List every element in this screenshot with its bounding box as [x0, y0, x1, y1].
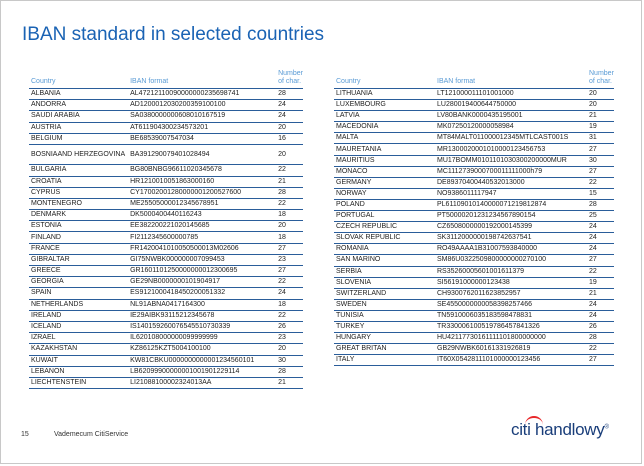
iban-cell: AD1200012030200359100100	[130, 100, 278, 111]
iban-cell: PL61109010140000071219812874	[437, 199, 589, 210]
table-row	[29, 310, 303, 321]
country-cell: IZRAEL	[29, 333, 130, 344]
table-row	[334, 133, 614, 144]
table-row	[334, 233, 614, 244]
table-row	[29, 266, 303, 277]
char-count-cell: 20	[278, 344, 303, 355]
iban-cell: EE382200221020145685	[130, 221, 278, 232]
table-row	[334, 100, 614, 111]
char-count-cell: 18	[278, 210, 303, 221]
country-cell: MALTA	[334, 133, 437, 144]
table-row	[334, 155, 614, 166]
table-row	[29, 377, 303, 388]
country-cell: NETHERLANDS	[29, 299, 130, 310]
char-count-cell: 28	[589, 333, 614, 344]
country-cell: MONTENEGRO	[29, 198, 130, 209]
country-cell: SWITZERLAND	[334, 288, 437, 299]
country-cell: KUWAIT	[29, 355, 130, 366]
char-count-cell: 22	[278, 310, 303, 321]
iban-cell: NL91ABNA0417164300	[130, 299, 278, 310]
iban-cell: BG80BNBG96611020345678	[130, 165, 278, 176]
iban-cell: BE68539007547034	[130, 133, 278, 144]
char-count-cell: 27	[589, 166, 614, 177]
char-count-cell: 23	[278, 254, 303, 265]
country-cell: TURKEY	[334, 321, 437, 332]
table-row	[29, 144, 303, 164]
iban-cell: LB62099900000001001901229114	[130, 366, 278, 377]
iban-cell: DK5000400440116243	[130, 210, 278, 221]
iban-cell: LV80BANK0000435195001	[437, 111, 589, 122]
iban-cell: LI21088100002324013AA	[130, 377, 278, 388]
iban-format-header: IBAN format	[437, 70, 589, 89]
char-count-cell: 31	[589, 133, 614, 144]
country-cell: GEORGIA	[29, 277, 130, 288]
country-cell: LITHUANIA	[334, 89, 437, 100]
right-table-body	[334, 89, 614, 366]
iban-cell: IS140159260076545510730339	[130, 321, 278, 332]
table-row	[29, 111, 303, 122]
char-count-cell: 25	[589, 211, 614, 222]
char-count-cell: 15	[589, 188, 614, 199]
number-of-char-header: Number of char.	[278, 70, 303, 89]
table-row	[29, 210, 303, 221]
table-row	[334, 89, 614, 100]
char-count-cell: 16	[278, 133, 303, 144]
country-cell: KAZAKHSTAN	[29, 344, 130, 355]
table-row	[334, 199, 614, 210]
char-count-cell: 26	[589, 321, 614, 332]
country-cell: SWEDEN	[334, 299, 437, 310]
iban-cell: RS35260005601001611379	[437, 266, 589, 277]
table-row	[29, 344, 303, 355]
logo-citi: citi	[511, 420, 531, 439]
country-cell: MAURITIUS	[334, 155, 437, 166]
table-row	[334, 188, 614, 199]
iban-cell: HU42117730161111101800000000	[437, 333, 589, 344]
country-cell: SPAIN	[29, 288, 130, 299]
country-cell: BOSNIAAND HERZEGOVINA	[29, 144, 130, 164]
country-cell: TUNISIA	[334, 310, 437, 321]
country-cell: HUNGARY	[334, 333, 437, 344]
table-row	[29, 321, 303, 332]
country-cell: POLAND	[334, 199, 437, 210]
country-cell: MACEDONIA	[334, 122, 437, 133]
table-row	[334, 222, 614, 233]
iban-cell: LT121000011101001000	[437, 89, 589, 100]
iban-cell: CY17002001280000001200527600	[130, 187, 278, 198]
iban-cell: LU280019400644750000	[437, 100, 589, 111]
country-cell: CZECH REPUBLIC	[334, 222, 437, 233]
table-row	[334, 355, 614, 366]
char-count-cell: 28	[278, 187, 303, 198]
iban-table-left	[29, 70, 303, 389]
iban-cell: DE89370400440532013000	[437, 177, 589, 188]
table-row	[29, 243, 303, 254]
iban-cell: BA391290079401028494	[130, 144, 278, 164]
char-count-cell: 23	[278, 333, 303, 344]
char-count-cell: 22	[278, 198, 303, 209]
table-row	[334, 255, 614, 266]
country-cell: ESTONIA	[29, 221, 130, 232]
country-cell: SERBIA	[334, 266, 437, 277]
table-row	[29, 89, 303, 100]
country-cell: GREAT BRITAN	[334, 344, 437, 355]
iban-cell: GI75NWBK000000007099453	[130, 254, 278, 265]
country-cell: FINLAND	[29, 232, 130, 243]
iban-cell: ES9121000418450200051332	[130, 288, 278, 299]
table-row	[29, 232, 303, 243]
page-number: 15	[21, 431, 29, 438]
country-cell: BELGIUM	[29, 133, 130, 144]
iban-cell: IE29AIBK93115212345678	[130, 310, 278, 321]
table-row	[334, 277, 614, 288]
char-count-cell: 21	[589, 111, 614, 122]
iban-cell: MU17BOMM0101101030300200000MUR	[437, 155, 589, 166]
char-count-cell: 22	[278, 165, 303, 176]
char-count-cell: 24	[589, 299, 614, 310]
table-row	[29, 122, 303, 133]
table-row	[29, 254, 303, 265]
iban-cell: PT50000201231234567890154	[437, 211, 589, 222]
country-cell: GERMANY	[334, 177, 437, 188]
country-cell: LEBANON	[29, 366, 130, 377]
table-row	[29, 299, 303, 310]
country-cell: GIBRALTAR	[29, 254, 130, 265]
table-row	[29, 187, 303, 198]
iban-cell: MR1300020001010000123456753	[437, 144, 589, 155]
char-count-cell: 24	[589, 233, 614, 244]
char-count-cell: 26	[278, 321, 303, 332]
country-cell: AUSTRIA	[29, 122, 130, 133]
table-row	[334, 244, 614, 255]
iban-cell: SI56191000000123438	[437, 277, 589, 288]
table-row	[29, 176, 303, 187]
char-count-cell: 21	[278, 377, 303, 388]
country-cell: NORWAY	[334, 188, 437, 199]
char-count-cell: 24	[278, 288, 303, 299]
country-cell: FRANCE	[29, 243, 130, 254]
iban-cell: MK07250120000058984	[437, 122, 589, 133]
country-cell: CROATIA	[29, 176, 130, 187]
iban-cell: SA0380000000608010167519	[130, 111, 278, 122]
country-cell: ALBANIA	[29, 89, 130, 100]
iban-cell: CH9300762011623852957	[437, 288, 589, 299]
iban-cell: ME25505000012345678951	[130, 198, 278, 209]
table-row	[334, 111, 614, 122]
iban-cell: SE4550000000058398257466	[437, 299, 589, 310]
country-cell: LATVIA	[334, 111, 437, 122]
iban-cell: FI2112345600000785	[130, 232, 278, 243]
table-row	[29, 355, 303, 366]
left-table-body	[29, 89, 303, 389]
logo-reg: ®	[604, 424, 609, 431]
iban-cell: GE29NB0000000101904917	[130, 277, 278, 288]
table-row	[334, 144, 614, 155]
char-count-cell: 27	[589, 355, 614, 366]
country-cell: ANDORRA	[29, 100, 130, 111]
iban-cell: CZ6508000000192000145399	[437, 222, 589, 233]
table-row	[334, 266, 614, 277]
iban-cell: IT60X0542811101000000123456	[437, 355, 589, 366]
char-count-cell: 20	[589, 89, 614, 100]
table-row	[334, 122, 614, 133]
char-count-cell: 27	[278, 243, 303, 254]
table-row	[29, 100, 303, 111]
char-count-cell: 20	[278, 144, 303, 164]
country-cell: ITALY	[334, 355, 437, 366]
char-count-cell: 27	[589, 144, 614, 155]
table-row	[29, 198, 303, 209]
char-count-cell: 30	[278, 355, 303, 366]
char-count-cell: 27	[278, 266, 303, 277]
iban-cell: MT84MALT011000012345MTLCAST001S	[437, 133, 589, 144]
table-row	[334, 299, 614, 310]
logo-brand: handlowy	[530, 420, 605, 439]
char-count-cell: 18	[278, 299, 303, 310]
country-cell: PORTUGAL	[334, 211, 437, 222]
char-count-cell: 20	[589, 100, 614, 111]
country-cell: ICELAND	[29, 321, 130, 332]
country-cell: MAURETANIA	[334, 144, 437, 155]
country-cell: BULGARIA	[29, 165, 130, 176]
table-row	[29, 277, 303, 288]
iban-cell: NO9386011117947	[437, 188, 589, 199]
char-count-cell: 21	[278, 176, 303, 187]
iban-cell: GB29NWBK60161331926819	[437, 344, 589, 355]
table-row	[334, 333, 614, 344]
char-count-cell: 24	[589, 244, 614, 255]
table-row	[29, 333, 303, 344]
char-count-cell: 20	[278, 221, 303, 232]
country-cell: ROMANIA	[334, 244, 437, 255]
citi-handlowy-logo	[511, 420, 609, 440]
iban-cell: AT611904300234573201	[130, 122, 278, 133]
char-count-cell: 28	[278, 366, 303, 377]
char-count-cell: 28	[278, 89, 303, 100]
country-cell: CYPRUS	[29, 187, 130, 198]
country-cell: SLOVENIA	[334, 277, 437, 288]
iban-cell: SK3112000000198742637541	[437, 233, 589, 244]
char-count-cell: 24	[278, 100, 303, 111]
country-cell: IRELAND	[29, 310, 130, 321]
char-count-cell: 24	[589, 222, 614, 233]
char-count-cell: 18	[278, 232, 303, 243]
table-row	[334, 288, 614, 299]
iban-cell: HR1210010051863000160	[130, 176, 278, 187]
country-cell: SLOVAK REPUBLIC	[334, 233, 437, 244]
iban-cell: AL47212110090000000235698741	[130, 89, 278, 100]
char-count-cell: 30	[589, 155, 614, 166]
table-row	[334, 211, 614, 222]
iban-cell: GR1601101250000000012300695	[130, 266, 278, 277]
iban-cell: FR1420041010050500013M02606	[130, 243, 278, 254]
iban-cell: MC1112739000700011111000h79	[437, 166, 589, 177]
iban-cell: IL620108000000099999999	[130, 333, 278, 344]
table-row	[334, 177, 614, 188]
char-count-cell: 24	[278, 111, 303, 122]
iban-cell: TN5910006035183598478831	[437, 310, 589, 321]
country-cell: MONACO	[334, 166, 437, 177]
table-row	[29, 133, 303, 144]
country-cell: LIECHTENSTEIN	[29, 377, 130, 388]
table-row	[334, 310, 614, 321]
number-of-char-header: Number of char.	[589, 70, 614, 89]
char-count-cell: 28	[589, 199, 614, 210]
country-header: Country	[334, 70, 437, 89]
iban-cell: RO49AAAA1B31007593840000	[437, 244, 589, 255]
iban-cell: TR330006100519786457841326	[437, 321, 589, 332]
char-count-cell: 19	[589, 122, 614, 133]
country-cell: SAN MARINO	[334, 255, 437, 266]
country-cell: GREECE	[29, 266, 130, 277]
table-row	[29, 288, 303, 299]
iban-table-right	[334, 70, 614, 366]
char-count-cell: 22	[589, 266, 614, 277]
iban-format-header: IBAN format	[130, 70, 278, 89]
table-row	[334, 344, 614, 355]
country-cell: SAUDI ARABIA	[29, 111, 130, 122]
iban-cell: KZ86125KZT5004100100	[130, 344, 278, 355]
char-count-cell: 22	[278, 277, 303, 288]
char-count-cell: 27	[589, 255, 614, 266]
iban-cell: KW81CBKU0000000000001234560101	[130, 355, 278, 366]
char-count-cell: 22	[589, 344, 614, 355]
iban-cell: SM86U0322509800000000270100	[437, 255, 589, 266]
char-count-cell: 20	[278, 122, 303, 133]
footer-text: Vademecum CitiService	[54, 431, 129, 438]
char-count-cell: 24	[589, 310, 614, 321]
char-count-cell: 22	[589, 177, 614, 188]
page-title: IBAN standard in selected countries	[22, 24, 325, 45]
table-row	[334, 166, 614, 177]
table-row	[29, 366, 303, 377]
table-row	[29, 221, 303, 232]
char-count-cell: 21	[589, 288, 614, 299]
country-header: Country	[29, 70, 130, 89]
table-row	[29, 165, 303, 176]
table-row	[334, 321, 614, 332]
country-cell: LUXEMBOURG	[334, 100, 437, 111]
char-count-cell: 19	[589, 277, 614, 288]
country-cell: DENMARK	[29, 210, 130, 221]
